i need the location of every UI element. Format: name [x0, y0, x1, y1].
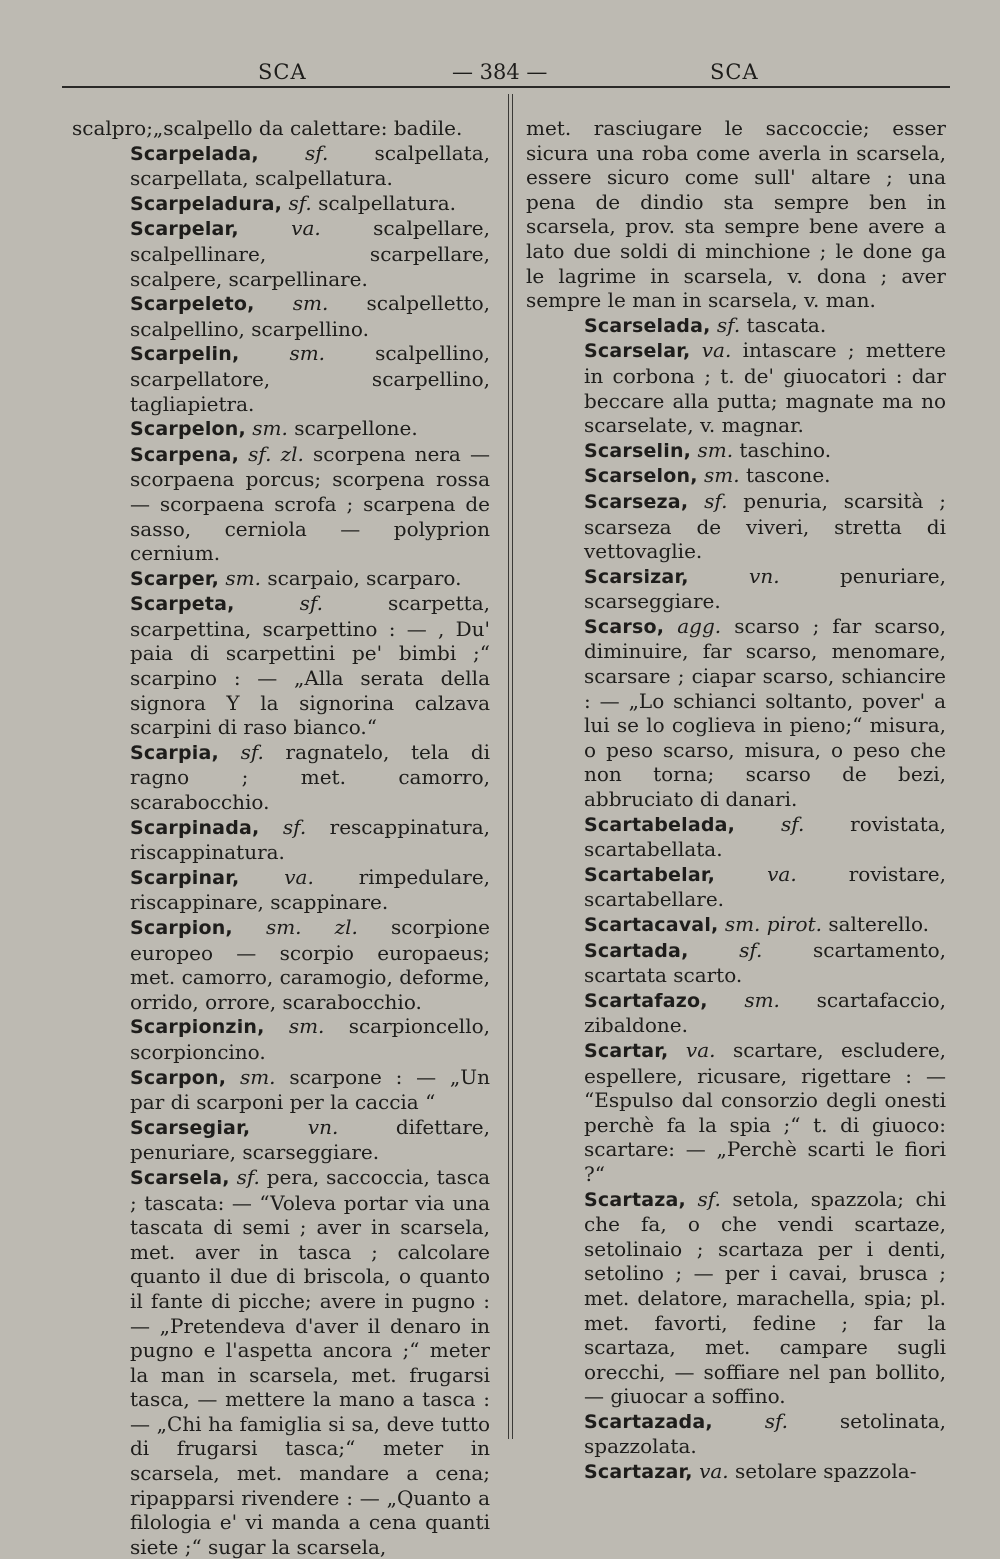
entry-definition: tascata.	[746, 312, 827, 337]
running-head-left: SCA	[258, 60, 307, 84]
entry-definition: scarpioncello, scorpioncino.	[130, 1014, 491, 1064]
entry-headword: Scarpionzin,	[130, 1016, 265, 1039]
entry-headword: Scarsegiar,	[130, 1116, 251, 1139]
entry-headword: Scarso,	[584, 615, 665, 638]
entry-definition: tascone.	[745, 463, 831, 488]
entry-definition: scorpione europeo — scorpio europaeus; met. camorro, caramogio, deforme, orrido, orrore, scarabocchio.	[130, 915, 490, 1014]
entry-definition: scarpaio, scarparo.	[267, 565, 462, 590]
entry-headword: Scartar,	[584, 1039, 669, 1062]
entry-definition: scarso ; far scarso, diminuire, far scarso, menomare, scarsare ; ciapar scarso, schiancire : — „Lo schianci soltanto, pover' a lui se lo coglieva in pieno;“ misura, o peso scarso, misura, o peso che non torna; scarso de bezi, abbruciato di danari.	[584, 613, 947, 812]
entry-headword: Scarpinada,	[130, 816, 260, 839]
dictionary-entry	[526, 1038, 946, 1187]
dictionary-entry	[72, 865, 490, 915]
entry-definition: scarpone : — „Un par di scarponi per la caccia “	[130, 1064, 491, 1115]
entry-headword: Scarpeleto,	[130, 293, 255, 316]
entry-definition: scalpellatura.	[318, 190, 457, 215]
dictionary-entry	[526, 862, 946, 912]
dictionary-entry	[526, 812, 946, 862]
dictionary-entry	[526, 313, 946, 339]
entry-definition: scartafaccio, zibaldone.	[584, 987, 947, 1038]
dictionary-entry	[526, 338, 946, 437]
left-column	[72, 116, 490, 1559]
entry-definition: rescappinatura, riscappinatura.	[130, 814, 490, 865]
entry-headword: Scarselon,	[584, 465, 698, 488]
dictionary-entry	[72, 116, 490, 141]
entry-definition: setolare spazzola-	[735, 1459, 917, 1484]
entry-grammar: sm.	[252, 416, 288, 441]
entry-headword: Scarpelin,	[130, 343, 240, 366]
entry-headword: Scarpelon,	[130, 418, 246, 441]
dictionary-entry	[72, 915, 490, 1014]
entry-headword: Scarpon,	[130, 1066, 227, 1089]
entry-definition: scalpellata, scarpellata, scalpellatura.	[130, 140, 490, 191]
entry-headword: Scarsela,	[130, 1166, 230, 1189]
entry-definition: rovistata, scartabellata.	[584, 811, 947, 862]
entry-grammar: sf.	[305, 140, 329, 165]
dictionary-entry	[526, 988, 946, 1038]
dictionary-entry	[72, 740, 490, 815]
entry-definition: intascare ; mettere in corbona ; t. de' giuocatori : dar beccare alla putta; magnate ma no scarselate, v. magnar.	[584, 338, 946, 438]
entry-definition: rimpedulare, riscappinare, scappinare.	[130, 864, 491, 915]
entry-definition: ragnatelo, tela di ragno ; met. camorro, scarabocchio.	[130, 739, 491, 815]
entry-definition: scalpellare, scalpellinare, scarpellare, scalpere, scarpellinare.	[130, 216, 491, 291]
entry-headword: Scarpia,	[130, 741, 219, 764]
entry-grammar: sf.	[697, 1186, 721, 1211]
entry-grammar: sm.	[239, 1064, 276, 1089]
entry-definition: scartare, escludere, espellere, ricusare, rigettare : — “Espulso dal consorzio degli onesti perchè fa la spia ;“ t. di giuoco: scartare: — „Perchè scarti le fiori ?“	[584, 1037, 947, 1186]
entry-grammar: va.	[291, 216, 321, 241]
running-head-right: SCA	[710, 60, 759, 84]
entry-grammar: sm. zl.	[265, 915, 358, 939]
dictionary-entry	[526, 489, 946, 564]
entry-definition: scarpetta, scarpettina, scarpettino : — , Du' paia di scarpettini pe' bimbi ;“ scarpino : — „Alla serata della signora Y la signorina calzava scarpini di raso bianco.“	[130, 591, 490, 740]
entry-headword: Scarpinar,	[130, 866, 240, 889]
entry-definition: pera, saccoccia, tasca ; tascata: — “Voleva portar via una tascata di semi ; aver in scarsela, met. aver in tasca ; calcolare quanto il due di briscola, o quanto il fante di picche; avere in pugno : — „Pretendeva d'aver il denaro in pugno e l'aspetta ancora ;“ meter la man in scarsela, met. frugarsi tasca, — mettere la mano a tasca : — „Chi ha famiglia si sa, deve tutto di frugarsi tasca;“ meter in scarsela, met. mandare a cena; ripapparsi rivendere : — „Quanto a filologia e' vi manda a cena quanti siete ;“ sugar la scarsela,	[130, 1164, 491, 1559]
entry-grammar: va.	[699, 1459, 729, 1484]
entry-grammar: sf.	[236, 1164, 260, 1189]
entry-definition: penuriare, scarseggiare.	[584, 563, 947, 614]
entry-definition: scartamento, scartata scarto.	[584, 937, 947, 988]
entry-definition: penuria, scarsità ; scarseza de viveri, stretta di vettovaglie.	[584, 488, 946, 564]
entry-grammar: sm.	[288, 1014, 325, 1039]
entry-grammar: sm.	[225, 565, 261, 590]
entry-grammar: va.	[685, 1037, 716, 1062]
entry-headword: Scarselin,	[584, 439, 692, 462]
entry-definition: setolinata, spazzolata.	[584, 1408, 947, 1459]
entry-headword: Scarpena,	[130, 443, 239, 466]
entry-headword: Scarseza,	[584, 490, 689, 513]
entry-headword: Scarpeta,	[130, 593, 235, 616]
dictionary-entry	[72, 341, 490, 416]
dictionary-entry	[72, 566, 490, 592]
dictionary-entry	[72, 291, 490, 341]
entry-grammar: vn.	[749, 563, 780, 588]
entry-grammar: sf.	[764, 1408, 788, 1433]
entry-headword: Scarper,	[130, 567, 220, 590]
entry-grammar: sm.	[289, 341, 326, 366]
entry-grammar: sf.	[288, 190, 312, 215]
entry-headword: Scarpelar,	[130, 218, 239, 241]
dictionary-entry	[526, 116, 946, 313]
entry-grammar: vn.	[307, 1114, 339, 1139]
entry-headword: Scartazar,	[584, 1461, 693, 1484]
entry-headword: Scarpelada,	[130, 142, 259, 165]
entry-definition: scorpena nera — scorpaena porcus; scorpena rossa — scorpaena scrofa ; scarpena de sasso, cerniola — polyprion cernium.	[130, 441, 490, 566]
dictionary-entry	[72, 591, 490, 740]
entry-definition: difettare, penuriare, scarseggiare.	[130, 1114, 491, 1165]
entry-definition: scalpro;„scalpello da calettare: badile.	[72, 116, 463, 140]
entry-definition: scalpelletto, scalpellino, scarpellino.	[130, 291, 491, 341]
entry-headword: Scartaza,	[584, 1188, 686, 1211]
dictionary-entry	[72, 191, 490, 217]
dictionary-entry	[72, 216, 490, 291]
dictionary-entry	[72, 416, 490, 442]
dictionary-entry	[72, 1014, 490, 1064]
entry-grammar: sm.	[697, 437, 734, 462]
dictionary-entry	[526, 438, 946, 464]
entry-grammar: va.	[701, 338, 732, 363]
entry-headword: Scarpeladura,	[130, 192, 283, 215]
dictionary-entry	[72, 442, 490, 566]
dictionary-entry	[526, 564, 946, 614]
entry-grammar: va.	[767, 861, 797, 886]
entry-definition: setola, spazzola; chi che fa, o che vendi scartaze, setolinaio ; scartaza per i denti, setolino ; — per i cavai, brusca ; met. delatore, marachella, spia; pl. met. favorti, fedine ; far la scartaza, met. campare sugli orecchi, — soffiare nel pan bollito, — giuocar a soffino.	[584, 1186, 947, 1409]
dictionary-entry	[72, 141, 490, 191]
entry-grammar: sm.	[704, 463, 740, 488]
right-column	[526, 116, 946, 1485]
dictionary-entry	[526, 463, 946, 489]
entry-definition: scarpellone.	[294, 416, 418, 441]
entry-headword: Scartabelar,	[584, 863, 716, 886]
entry-grammar: sf.	[704, 488, 728, 513]
entry-grammar: sm. pirot.	[724, 912, 822, 936]
entry-grammar: sf.	[299, 591, 323, 616]
entry-headword: Scartafazo,	[584, 989, 708, 1012]
entry-definition: met. rasciugare le saccoccie; esser sicura una roba come averla in scarsela, essere sicuro come sull' altare ; una pena de dindio sta sempre ben in scarsela, prov. sta sempre bene avere a lato due soldi di minchione ; le done ga le lagrime in scarsela, v. dona ; aver sempre le man in scarsela, v. man.	[526, 116, 946, 313]
dictionary-entry	[526, 912, 946, 938]
dictionary-entry	[526, 1409, 946, 1459]
entry-grammar: sf.	[739, 937, 763, 962]
entry-grammar: sf.	[240, 739, 264, 764]
dictionary-entry	[526, 1187, 946, 1409]
entry-grammar: sm.	[744, 987, 780, 1012]
dictionary-entry	[526, 614, 946, 812]
page-header	[62, 52, 950, 88]
entry-grammar: sm.	[292, 291, 329, 316]
dictionary-entry	[526, 1459, 946, 1485]
entry-definition: salterello.	[828, 912, 930, 936]
entry-definition: taschino.	[739, 437, 832, 462]
entry-headword: Scarsizar,	[584, 565, 689, 588]
entry-definition: scalpellino, scarpellatore, scarpellino, tagliapietra.	[130, 341, 490, 416]
dictionary-entry	[72, 1065, 490, 1115]
dictionary-entry	[72, 815, 490, 865]
entry-grammar: va.	[284, 864, 314, 889]
entry-grammar: sf. zl.	[248, 441, 304, 466]
entry-grammar: sf.	[716, 312, 741, 337]
dictionary-entry	[526, 938, 946, 988]
dictionary-entry	[72, 1115, 490, 1165]
entry-grammar: sf.	[282, 814, 307, 839]
entry-headword: Scartacaval,	[584, 914, 719, 936]
page-number: — 384 —	[452, 60, 548, 84]
entry-headword: Scarselar,	[584, 340, 691, 363]
entry-headword: Scartabelada,	[584, 813, 736, 836]
column-divider	[508, 94, 513, 1439]
entry-headword: Scarselada,	[584, 314, 711, 337]
entry-headword: Scarpion,	[130, 917, 233, 939]
entry-grammar: agg.	[677, 613, 722, 638]
entry-definition: rovistare, scartabellare.	[584, 861, 946, 912]
entry-grammar: sf.	[780, 811, 805, 836]
entry-headword: Scartada,	[584, 939, 689, 962]
dictionary-entry	[72, 1165, 490, 1559]
entry-headword: Scartazada,	[584, 1410, 713, 1433]
